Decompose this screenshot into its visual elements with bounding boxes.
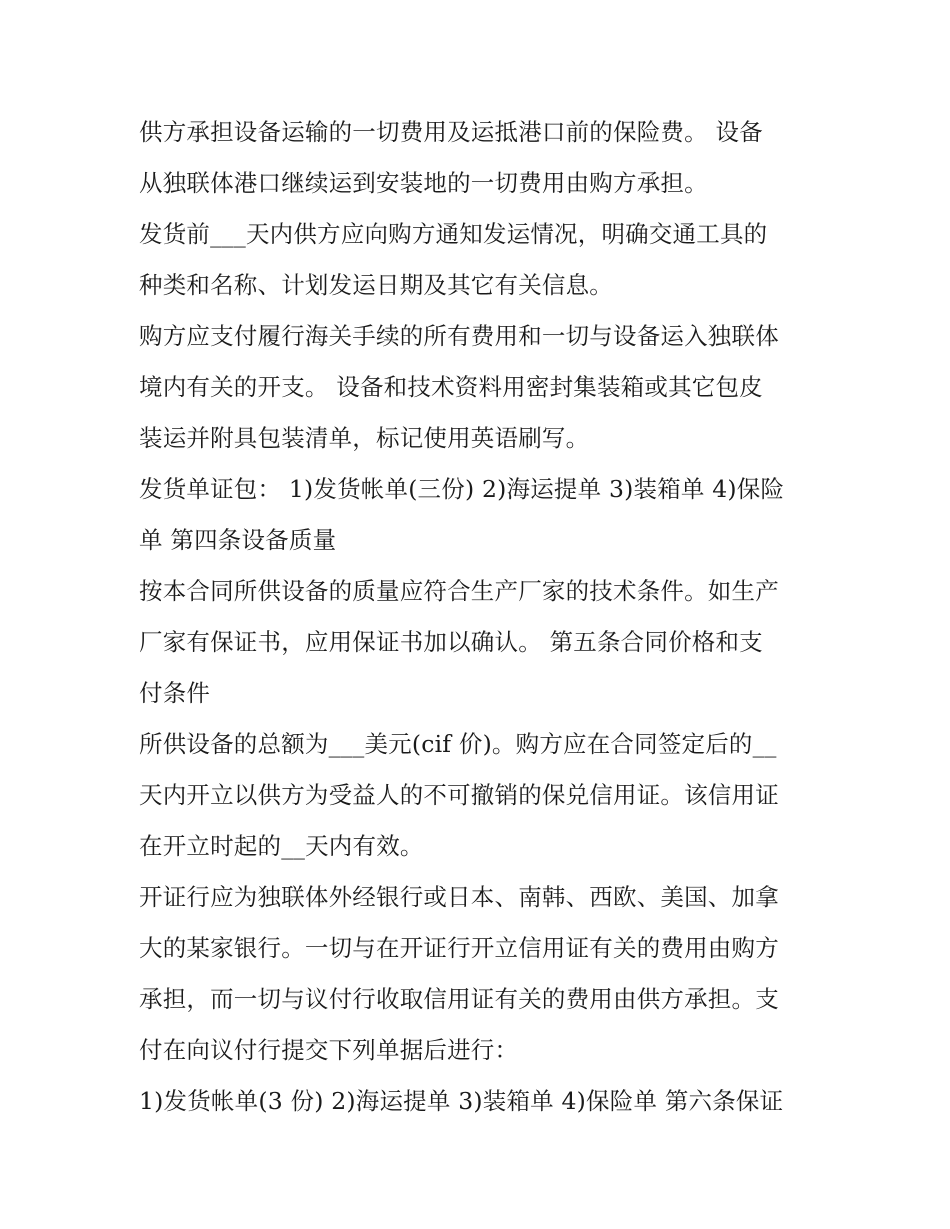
text-line: 从独联体港口继续运到安装地的一切费用由购方承担。 bbox=[139, 169, 708, 197]
text-line: 供方承担设备运输的一切费用及运抵港口前的保险费。 设备 bbox=[139, 118, 763, 146]
text-line: 单 第四条设备质量 bbox=[139, 526, 337, 554]
text-line: 付在向议付行提交下列单据后进行： bbox=[139, 1036, 519, 1064]
text-line: 按本合同所供设备的质量应符合生产厂家的技术条件。如生产 bbox=[139, 577, 779, 605]
text-line: 所供设备的总额为___美元(cif 价)。购方应在合同签定后的__ bbox=[139, 730, 777, 758]
text-line: 付条件 bbox=[139, 679, 211, 707]
text-line: 承担，而一切与议付行收取信用证有关的费用由供方承担。支 bbox=[139, 985, 779, 1013]
text-line: 发货单证包： 1)发货帐单(三份) 2)海运提单 3)装箱单 4)保险 bbox=[139, 475, 785, 503]
text-line: 境内有关的开支。 设备和技术资料用密封集装箱或其它包皮 bbox=[139, 373, 763, 401]
text-line: 种类和名称、计划发运日期及其它有关信息。 bbox=[139, 271, 613, 299]
text-line: 发货前___天内供方应向购方通知发运情况，明确交通工具的 bbox=[139, 220, 768, 248]
text-line: 厂家有保证书，应用保证书加以确认。 第五条合同价格和支 bbox=[139, 628, 763, 656]
text-line: 天内开立以供方为受益人的不可撤销的保兑信用证。该信用证 bbox=[139, 781, 779, 809]
text-line: 购方应支付履行海关手续的所有费用和一切与设备运入独联体 bbox=[139, 322, 779, 350]
document-body bbox=[139, 107, 819, 1127]
text-line: 1)发货帐单(3 份) 2)海运提单 3)装箱单 4)保险单 第六条保证 bbox=[139, 1087, 784, 1115]
text-line: 装运并附具包装清单，标记使用英语刷写。 bbox=[139, 424, 590, 452]
text-line: 在开立时起的__天内有效。 bbox=[139, 832, 424, 860]
text-line: 大的某家银行。一切与在开证行开立信用证有关的费用由购方 bbox=[139, 934, 779, 962]
text-line: 开证行应为独联体外经银行或日本、南韩、西欧、美国、加拿 bbox=[139, 883, 779, 911]
